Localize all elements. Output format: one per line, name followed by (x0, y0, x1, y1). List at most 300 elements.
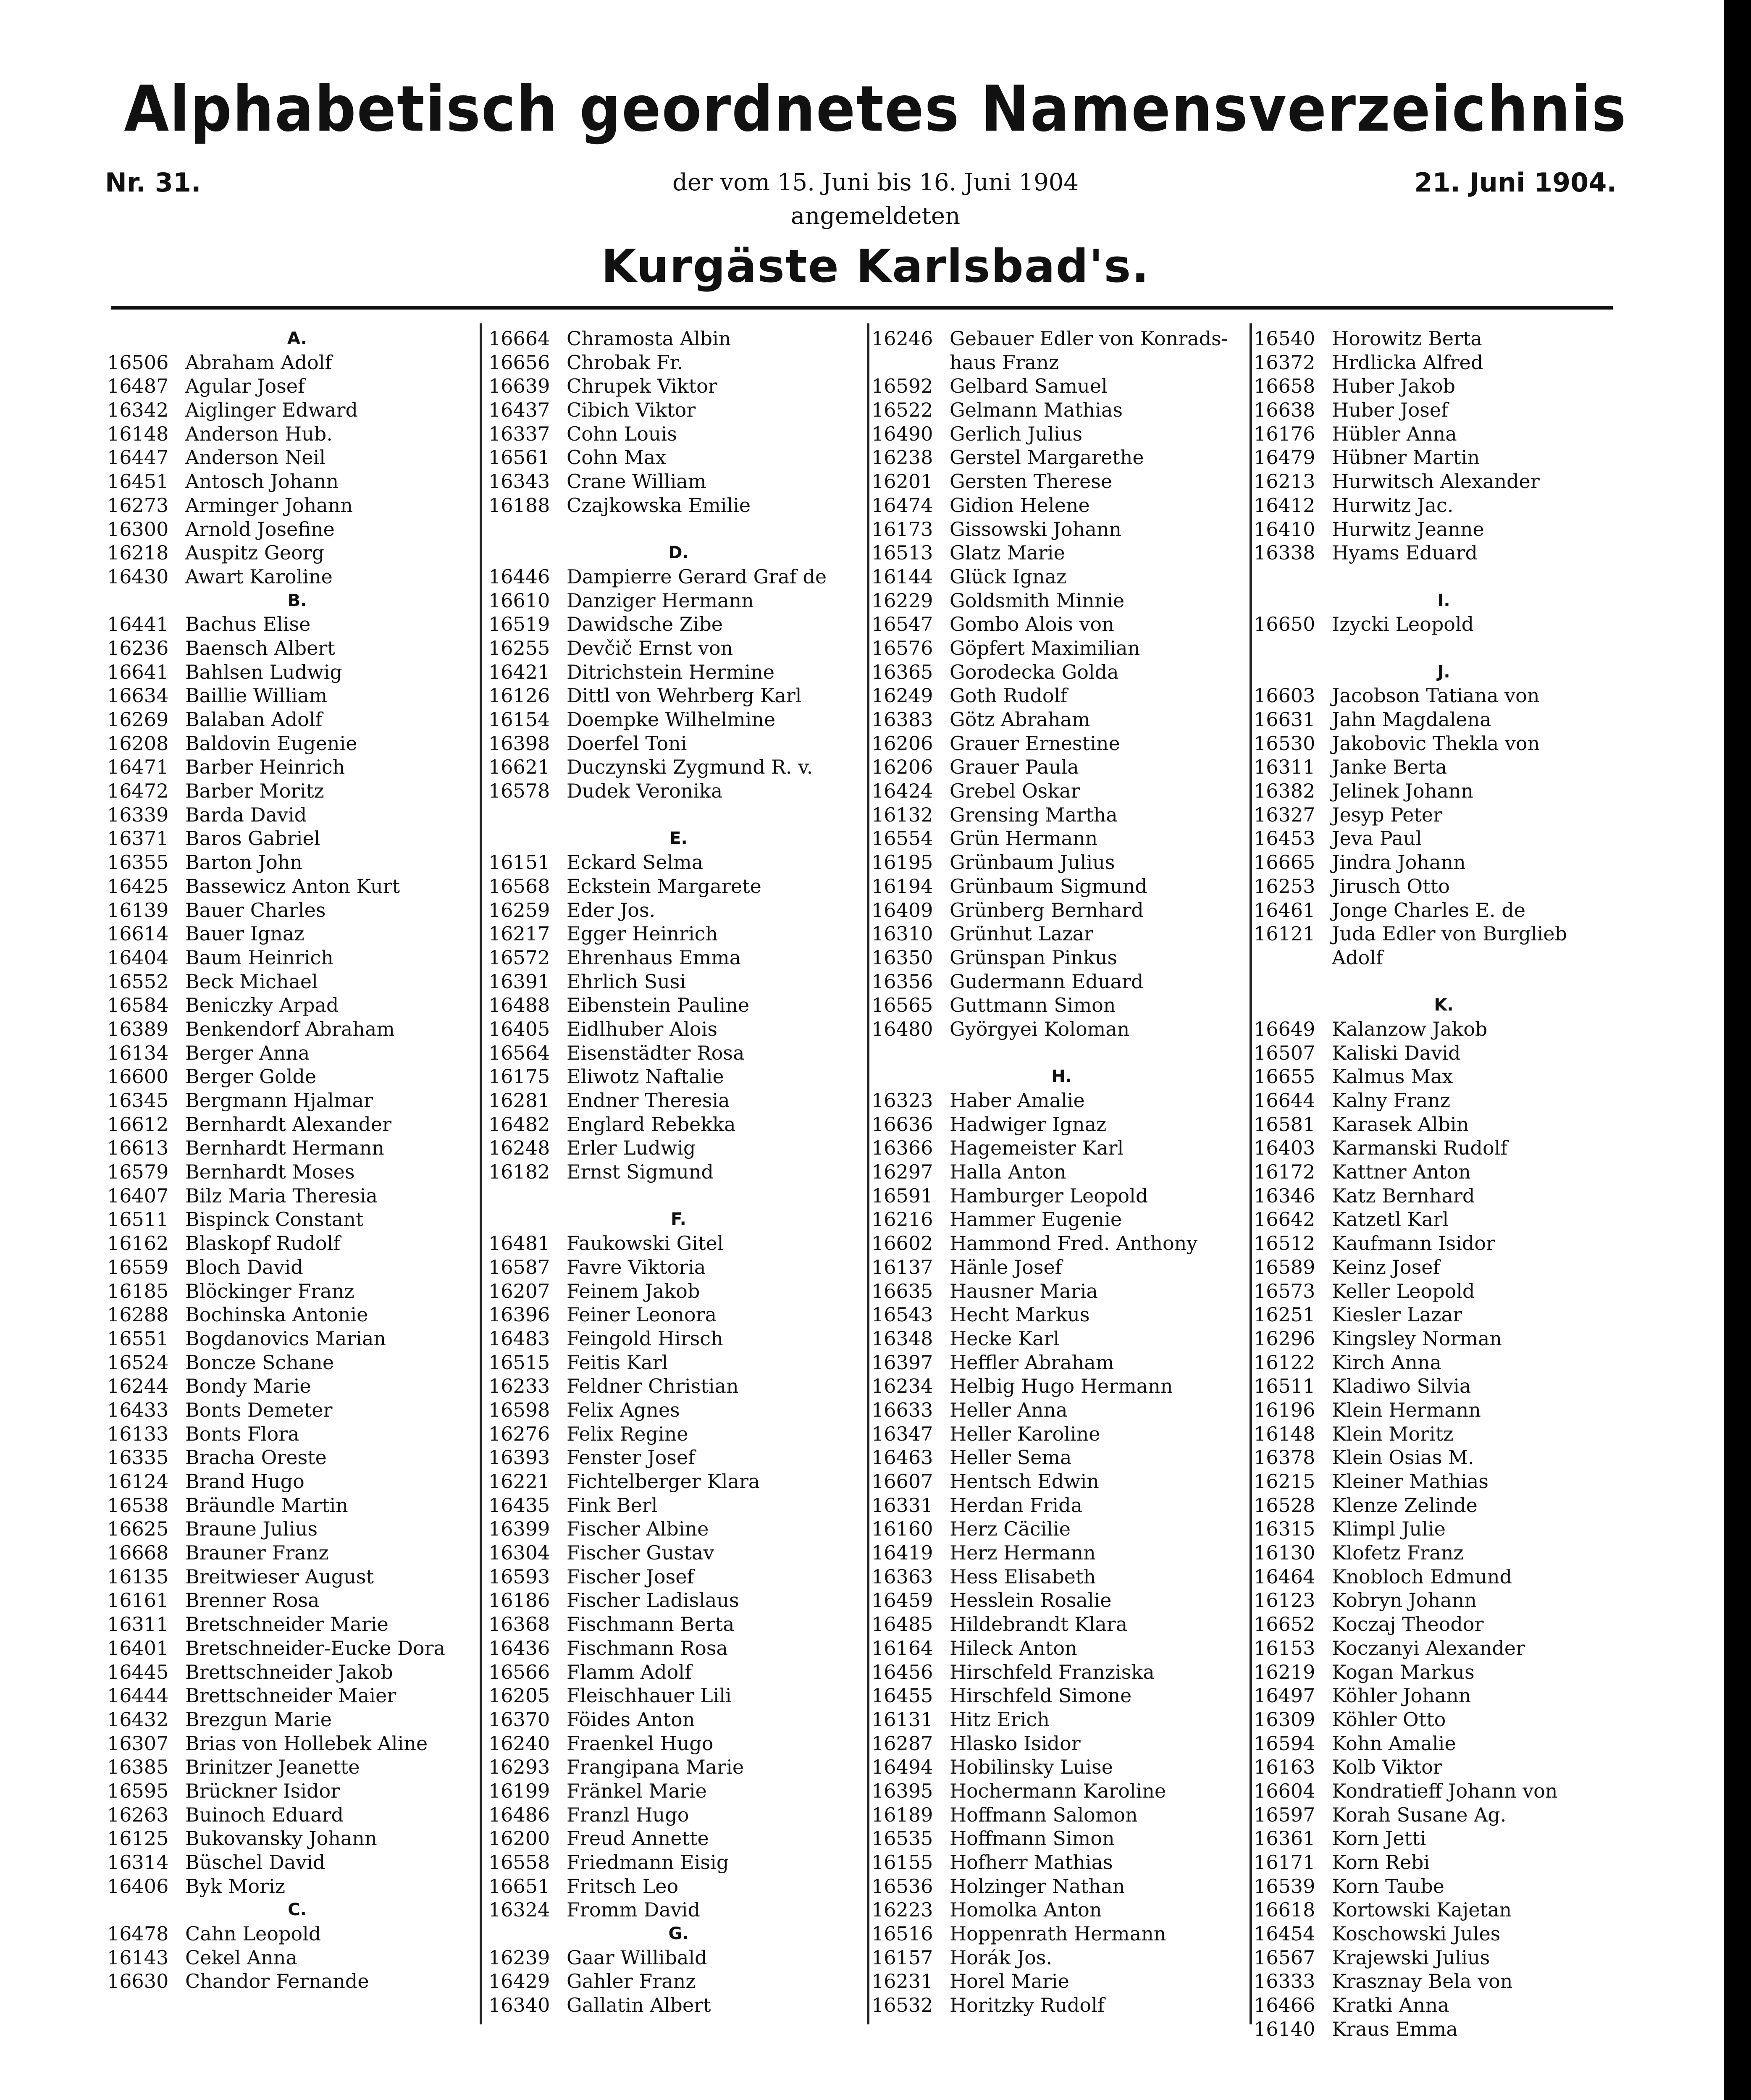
entry-number: 16642 (1254, 1208, 1315, 1231)
entry-number: 16248 (488, 1137, 550, 1160)
entry-number: 16223 (872, 1898, 933, 1922)
guest-entry (1254, 1422, 1634, 1446)
entry-number: 16403 (1254, 1137, 1315, 1160)
entry-number: 16307 (107, 1732, 169, 1755)
entry-name: Grünhut Lazar (950, 922, 1093, 945)
entry-name: Gudermann Eduard (950, 970, 1144, 993)
entry-name: Gorodecka Golda (950, 660, 1119, 683)
entry-name: Bernhardt Hermann (185, 1137, 384, 1160)
entry-number: 16366 (872, 1137, 933, 1160)
scan-border-right (1724, 0, 1751, 2100)
entry-name: Gidion Helene (950, 494, 1090, 517)
guest-entry (1254, 351, 1634, 375)
entry-name: Korn Taube (1332, 1874, 1444, 1898)
guest-entry (872, 1851, 1252, 1874)
entry-number: 16240 (488, 1732, 550, 1755)
entry-name: Hoppenrath Hermann (950, 1922, 1166, 1945)
entry-number: 16612 (107, 1113, 169, 1136)
entry-number: 16407 (107, 1184, 169, 1207)
entry-name: Gissowski Johann (950, 517, 1121, 541)
guest-entry (1254, 422, 1634, 446)
guest-entry (107, 1303, 487, 1327)
entry-name: Hobilinsky Luise (950, 1756, 1113, 1779)
entry-name: Horowitz Berta (1332, 327, 1482, 350)
entry-number: 16206 (872, 756, 933, 779)
entry-number: 16164 (872, 1636, 933, 1659)
guest-entry (107, 1351, 487, 1375)
guest-entry (107, 922, 487, 946)
entry-name: Dudek Veronika (567, 780, 723, 803)
entry-number: 16361 (1254, 1827, 1315, 1850)
entry-number: 16323 (872, 1089, 933, 1112)
entry-number: 16511 (1254, 1375, 1315, 1398)
entry-name: Auspitz Georg (185, 541, 325, 564)
guest-entry (872, 398, 1252, 422)
entry-number: 16378 (1254, 1446, 1315, 1469)
guest-entry (107, 1446, 487, 1470)
guest-entry (872, 1612, 1252, 1636)
entry-number: 16324 (488, 1898, 550, 1922)
guest-entry (1254, 1708, 1634, 1732)
entry-name: Föides Anton (567, 1708, 695, 1731)
guest-entry (1254, 1446, 1634, 1470)
entry-number: 16155 (872, 1851, 933, 1874)
entry-name: Fischer Albine (567, 1517, 709, 1541)
entry-name: Hoffmann Simon (950, 1827, 1115, 1850)
entry-name: Fritsch Leo (567, 1874, 679, 1898)
entry-number: 16552 (107, 970, 169, 993)
entry-number: 16157 (872, 1946, 933, 1969)
guest-entry (1254, 1065, 1634, 1089)
entry-number: 16365 (872, 660, 933, 683)
guest-entry (488, 1993, 869, 2017)
entry-name: Horitzky Rudolf (950, 1994, 1105, 2017)
guest-entry (872, 850, 1252, 874)
guest-entry (872, 660, 1252, 684)
guest-entry (1254, 1803, 1634, 1827)
entry-number: 16148 (107, 422, 169, 445)
entry-name: Bauer Ignaz (185, 922, 305, 945)
entry-number: 16396 (488, 1303, 550, 1326)
guest-entry (1254, 1732, 1634, 1756)
entry-name: Berger Golde (185, 1065, 317, 1088)
entry-name: Kogan Markus (1332, 1660, 1475, 1683)
guest-entry (1254, 922, 1634, 946)
guest-entry (488, 922, 869, 946)
guest-entry (488, 708, 869, 732)
guest-entry (488, 1113, 869, 1137)
entry-name: Karasek Albin (1332, 1113, 1469, 1136)
guest-entry (1254, 1660, 1634, 1684)
entry-name: Franzl Hugo (567, 1803, 689, 1826)
guest-entry (107, 946, 487, 970)
entry-number: 16433 (107, 1398, 169, 1421)
entry-number: 16315 (1254, 1517, 1315, 1541)
guest-entry (107, 827, 487, 850)
guest-entry (107, 541, 487, 565)
entry-name: Goldsmith Minnie (950, 589, 1125, 612)
entry-name: Ehrlich Susi (567, 970, 686, 993)
issue-number: Nr. 31. (105, 167, 201, 198)
entry-number: 16651 (488, 1874, 550, 1898)
entry-name: Köhler Otto (1332, 1708, 1446, 1731)
entry-name: Cohn Louis (567, 422, 677, 445)
entry-name: Fischmann Rosa (567, 1636, 728, 1659)
entry-name: Kattner Anton (1332, 1160, 1471, 1184)
entry-number: 16401 (107, 1636, 169, 1659)
guest-entry (488, 1255, 869, 1279)
entry-number: 16506 (107, 351, 169, 374)
entry-name: Bretschneider Marie (185, 1613, 389, 1636)
entry-name: Doempke Wilhelmine (567, 708, 776, 731)
entry-name: Favre Viktoria (567, 1255, 706, 1278)
guest-entry (488, 874, 869, 898)
entry-number: 16188 (488, 494, 550, 517)
entry-name: Doerfel Toni (567, 732, 687, 755)
entry-name: Bracha Oreste (185, 1446, 327, 1469)
entry-name: Koschowski Jules (1332, 1922, 1501, 1945)
guest-entry (1254, 1779, 1634, 1803)
entry-number: 16215 (1254, 1470, 1315, 1493)
entry-name: Kratki Anna (1332, 1994, 1449, 2017)
entry-number: 16567 (1254, 1946, 1315, 1969)
entry-number: 16143 (107, 1946, 169, 1969)
entry-name: Grauer Paula (950, 756, 1079, 779)
entry-name: Brias von Hollebek Aline (185, 1732, 428, 1755)
entry-number: 16593 (488, 1565, 550, 1588)
entry-name: Hamburger Leopold (950, 1184, 1148, 1207)
entry-continuation: Adolf (1332, 946, 1383, 969)
entry-name: Heller Anna (950, 1398, 1068, 1421)
guest-entry (1254, 1636, 1634, 1660)
entry-number: 16253 (1254, 874, 1315, 898)
entry-name: Arminger Johann (185, 494, 353, 517)
guest-entry (872, 1351, 1252, 1375)
guest-entry (872, 1660, 1252, 1684)
section-letter: E. (669, 829, 688, 848)
guest-entry (488, 1160, 869, 1184)
guest-entry (1254, 541, 1634, 565)
entry-name: Györgyei Koloman (950, 1017, 1130, 1040)
guest-entry (107, 993, 487, 1017)
section-letter: K. (1434, 995, 1454, 1015)
entry-number: 16621 (488, 756, 550, 779)
entry-number: 16507 (1254, 1041, 1315, 1064)
guest-entry (1254, 1993, 1634, 2017)
entry-number: 16547 (872, 613, 933, 636)
guest-entry (488, 422, 869, 446)
entry-number: 16432 (107, 1708, 169, 1731)
entry-name: Eliwotz Naftalie (567, 1065, 724, 1088)
entry-name: Chramosta Albin (567, 327, 731, 350)
guest-entry (872, 946, 1252, 970)
entry-name: Baum Heinrich (185, 946, 333, 969)
guest-entry (488, 1541, 869, 1565)
entry-name: Eder Jos. (567, 898, 656, 921)
entry-name: Jahn Magdalena (1332, 708, 1491, 731)
guest-entry (872, 1470, 1252, 1494)
entry-number: 16340 (488, 1994, 550, 2017)
entry-number: 16459 (872, 1589, 933, 1612)
entry-number: 16497 (1254, 1684, 1315, 1707)
entry-name: Benkendorf Abraham (185, 1017, 395, 1040)
entry-number: 16233 (488, 1375, 550, 1398)
entry-number: 16263 (107, 1803, 169, 1826)
guest-entry (488, 351, 869, 375)
entry-name: Bahlsen Ludwig (185, 660, 342, 683)
entry-number: 16309 (1254, 1708, 1315, 1731)
entry-number: 16665 (1254, 851, 1315, 874)
guest-entry (872, 1874, 1252, 1898)
guest-entry (488, 755, 869, 779)
guest-entry (107, 1732, 487, 1756)
entry-number: 16175 (488, 1065, 550, 1088)
entry-number: 16561 (488, 446, 550, 469)
entry-number: 16208 (107, 732, 169, 755)
guest-entry (488, 1446, 869, 1470)
entry-name: Krasznay Bela von (1332, 1970, 1513, 1993)
entry-number: 16217 (488, 922, 550, 945)
entry-name: Barber Moritz (185, 780, 324, 803)
entry-name: Jacobson Tatiana von (1332, 684, 1540, 707)
guest-entry (107, 779, 487, 803)
guest-entry (1254, 1565, 1634, 1589)
entry-number: 16171 (1254, 1851, 1315, 1874)
entry-number: 16296 (1254, 1327, 1315, 1350)
guest-entry (107, 874, 487, 898)
entry-name: Eisenstädter Rosa (567, 1041, 745, 1064)
entry-number: 16269 (107, 708, 169, 731)
entry-name: Holzinger Nathan (950, 1874, 1125, 1898)
guest-entry (107, 755, 487, 779)
entry-name: Ernst Sigmund (567, 1160, 714, 1184)
entry-name: Hofherr Mathias (950, 1851, 1113, 1874)
entry-name: Grünbaum Julius (950, 851, 1115, 874)
entry-name: Hrdlicka Alfred (1332, 351, 1483, 374)
entry-number: 16304 (488, 1541, 550, 1564)
section-letter: F. (671, 1210, 686, 1229)
entry-number: 16194 (872, 874, 933, 898)
guest-entry (872, 1732, 1252, 1756)
entry-number: 16229 (872, 589, 933, 612)
entry-number: 16345 (107, 1089, 169, 1112)
guest-entry (107, 494, 487, 517)
entry-name: Ehrenhaus Emma (567, 946, 741, 969)
subtitle-registered: angemeldeten (790, 202, 961, 230)
entry-name: Egger Heinrich (567, 922, 718, 945)
entry-number: 16399 (488, 1517, 550, 1541)
guest-entry (488, 1470, 869, 1494)
entry-name: Byk Moriz (185, 1874, 286, 1898)
guest-entry (488, 612, 869, 636)
entry-number: 16368 (488, 1613, 550, 1636)
guest-entry (488, 779, 869, 803)
entry-number: 16603 (1254, 684, 1315, 707)
page-title: Alphabetisch geordnetes Namensverzeichnis (124, 73, 1627, 146)
entry-name: Hurwitsch Alexander (1332, 470, 1540, 493)
guest-entry (872, 1255, 1252, 1279)
guest-entry (488, 1065, 869, 1089)
entry-number: 16337 (488, 422, 550, 445)
entry-number: 16412 (1254, 494, 1315, 517)
entry-name: Friedmann Eisig (567, 1851, 729, 1874)
entry-name: Keinz Josef (1332, 1255, 1440, 1278)
guest-entry (107, 1612, 487, 1636)
entry-number: 16630 (107, 1970, 169, 1993)
entry-number: 16382 (1254, 780, 1315, 803)
guest-entry (488, 898, 869, 922)
guest-entry (488, 1851, 869, 1874)
entry-number: 16441 (107, 613, 169, 636)
guest-entry (107, 612, 487, 636)
guest-entry (872, 1279, 1252, 1303)
guest-entry (1254, 684, 1634, 708)
guest-entry (872, 1588, 1252, 1612)
entry-name: Klein Osias M. (1332, 1446, 1474, 1469)
entry-number: 16638 (1254, 399, 1315, 422)
entry-name: Barda David (185, 803, 307, 826)
entry-name: Grünbaum Sigmund (950, 874, 1147, 898)
guest-entry (872, 422, 1252, 446)
entry-name: Barton John (185, 851, 303, 874)
guest-entry (1254, 1327, 1634, 1351)
guest-entry (1254, 850, 1634, 874)
entry-name: Jesyp Peter (1332, 803, 1443, 826)
entry-number: 16311 (107, 1613, 169, 1636)
entry-name: Hänle Josef (950, 1255, 1062, 1278)
guest-entry (1254, 470, 1634, 494)
guest-entry (1254, 874, 1634, 898)
entry-number: 16398 (488, 732, 550, 755)
guest-entry (488, 1327, 869, 1351)
guest-entry (107, 422, 487, 446)
entry-number: 16176 (1254, 422, 1315, 445)
guest-entry (107, 374, 487, 398)
entry-name: Hyams Eduard (1332, 541, 1478, 564)
entry-number: 16124 (107, 1470, 169, 1493)
guest-entry (107, 1398, 487, 1422)
guest-entry (107, 1208, 487, 1231)
issue-date: 21. Juni 1904. (1414, 167, 1617, 198)
entry-name: Janke Berta (1332, 756, 1447, 779)
entry-name: Goth Rudolf (950, 684, 1068, 707)
entry-number: 16154 (488, 708, 550, 731)
entry-name: Korn Jetti (1332, 1827, 1426, 1850)
spacer (488, 803, 869, 827)
entry-number: 16199 (488, 1779, 550, 1802)
entry-number: 16389 (107, 1017, 169, 1040)
entry-name: Fischer Gustav (567, 1541, 714, 1564)
entry-name: Grünberg Bernhard (950, 898, 1144, 921)
entry-name: Bachus Elise (185, 613, 311, 636)
guest-entry (872, 541, 1252, 565)
entry-name: Frangipana Marie (567, 1756, 744, 1779)
entry-number: 16454 (1254, 1922, 1315, 1945)
guest-entry (872, 898, 1252, 922)
entry-number: 16554 (872, 827, 933, 850)
entry-name: Anderson Neil (185, 446, 326, 469)
guest-entry (488, 1279, 869, 1303)
guest-entry (488, 636, 869, 660)
entry-number: 16558 (488, 1851, 550, 1874)
entry-name: Götz Abraham (950, 708, 1090, 731)
entry-number: 16153 (1254, 1636, 1315, 1659)
guest-entry (488, 1874, 869, 1898)
entry-name: Boncze Schane (185, 1351, 334, 1374)
entry-name: Jeva Paul (1332, 827, 1422, 850)
entry-name: Kalny Franz (1332, 1089, 1450, 1112)
entry-number: 16406 (107, 1874, 169, 1898)
entry-number: 16189 (872, 1803, 933, 1826)
guest-entry (1254, 1874, 1634, 1898)
entry-number: 16598 (488, 1398, 550, 1421)
entry-number: 16121 (1254, 922, 1315, 945)
entry-name: Bassewicz Anton Kurt (185, 874, 400, 898)
entry-number: 16451 (107, 470, 169, 493)
entry-name: Hurwitz Jac. (1332, 494, 1454, 517)
entry-name: Glück Ignaz (950, 565, 1067, 588)
name-column-4 (1254, 327, 1634, 2041)
guest-entry (872, 1136, 1252, 1160)
entry-number: 16221 (488, 1470, 550, 1493)
entry-number: 16162 (107, 1232, 169, 1255)
entry-name: Koczanyi Alexander (1332, 1636, 1525, 1659)
guest-entry (107, 565, 487, 589)
entry-number: 16132 (872, 803, 933, 826)
entry-number: 16404 (107, 946, 169, 969)
entry-number: 16355 (107, 851, 169, 874)
entry-name: Crane William (567, 470, 706, 493)
guest-entry (872, 494, 1252, 517)
guest-entry (872, 1708, 1252, 1732)
entry-name: Felix Agnes (567, 1398, 680, 1421)
entry-number: 16343 (488, 470, 550, 493)
entry-number: 16652 (1254, 1613, 1315, 1636)
entry-name: Hammer Eugenie (950, 1208, 1122, 1231)
guest-entry (872, 970, 1252, 994)
entry-name: Kladiwo Silvia (1332, 1375, 1471, 1398)
entry-name: Antosch Johann (185, 470, 339, 493)
entry-number: 16393 (488, 1446, 550, 1469)
guest-entry (107, 803, 487, 827)
entry-number: 16604 (1254, 1779, 1315, 1802)
entry-number: 16436 (488, 1636, 550, 1659)
entry-number: 16395 (872, 1779, 933, 1802)
guest-entry (872, 1898, 1252, 1922)
entry-name: Brückner Isidor (185, 1779, 340, 1802)
guest-entry (872, 732, 1252, 756)
entry-name: Kaufmann Isidor (1332, 1232, 1495, 1255)
guest-entry (1254, 494, 1634, 517)
entry-number: 16481 (488, 1232, 550, 1255)
entry-number: 16639 (488, 375, 550, 398)
entry-name: Hausner Maria (950, 1279, 1098, 1302)
entry-number: 16568 (488, 874, 550, 898)
entry-name: Brenner Rosa (185, 1589, 320, 1612)
guest-entry (107, 1946, 487, 1970)
guest-entry (872, 1160, 1252, 1184)
entry-number: 16123 (1254, 1589, 1315, 1612)
guest-entry (872, 517, 1252, 541)
entry-number: 16397 (872, 1351, 933, 1374)
guest-entry (488, 993, 869, 1017)
guest-entry (488, 970, 869, 994)
entry-name: Cibich Viktor (567, 399, 696, 422)
guest-entry (872, 1017, 1252, 1041)
entry-name: Bilz Maria Theresia (185, 1184, 378, 1207)
entry-name: Erler Ludwig (567, 1137, 696, 1160)
guest-entry (872, 1327, 1252, 1351)
